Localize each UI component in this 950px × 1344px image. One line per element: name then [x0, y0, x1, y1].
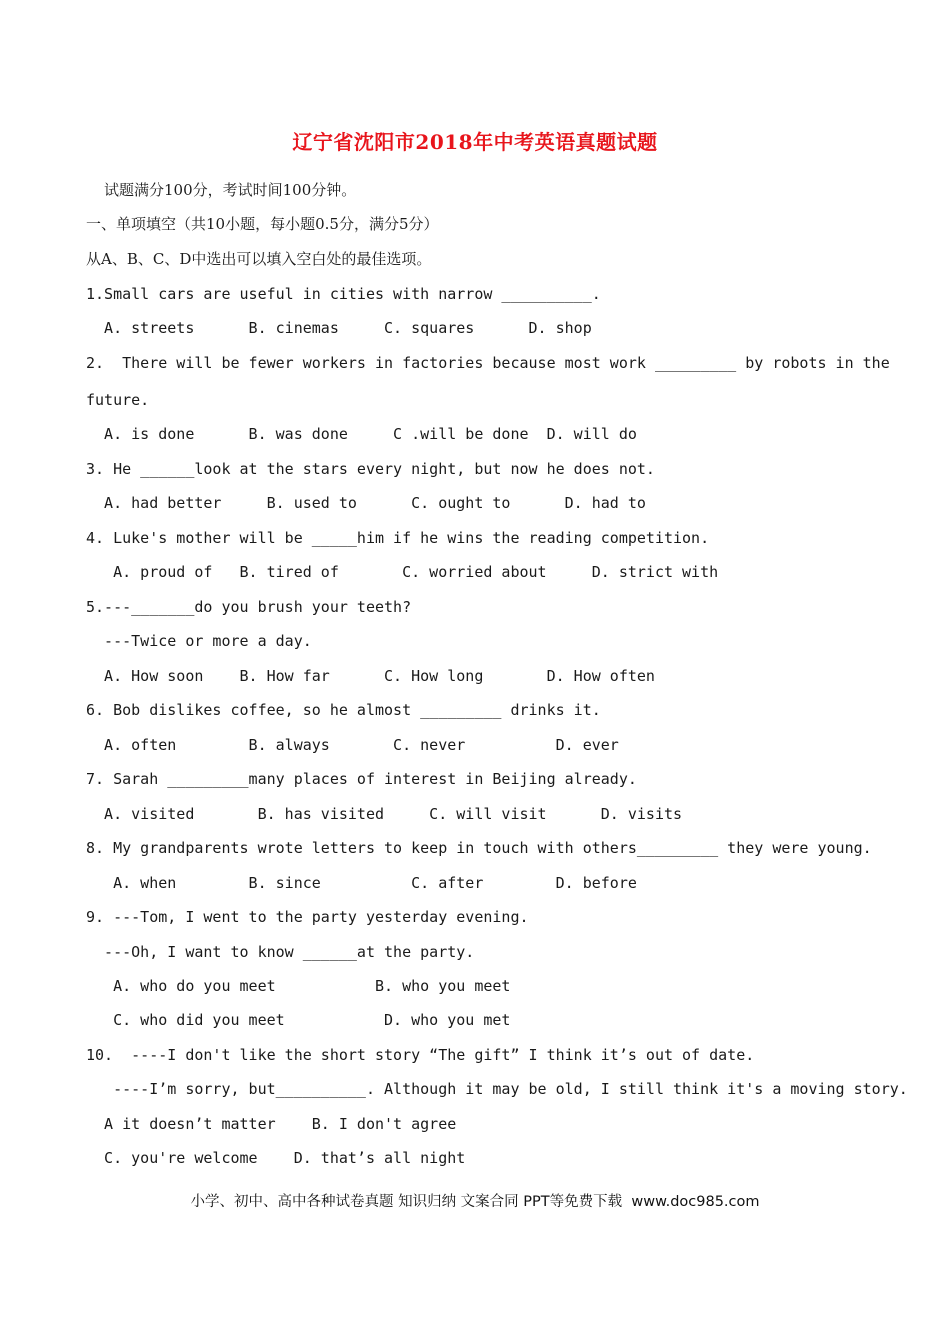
question-line: 3. He ______look at the stars every night, but now he does not.	[86, 460, 655, 478]
options-line: A. How soon B. How far C. How long D. How often	[86, 667, 655, 685]
question-line: 4. Luke's mother will be _____him if he wins the reading competition.	[86, 529, 710, 547]
question-line: 6. Bob dislikes coffee, so he almost _________ drinks it.	[86, 701, 601, 719]
question-line: 10. ----I don't like the short story “The gift” I think it’s out of date.	[86, 1046, 755, 1064]
options-line: C. who did you meet D. who you met	[86, 1011, 511, 1029]
question-line: future.	[86, 391, 150, 409]
options-line: A. when B. since C. after D. before	[86, 874, 637, 892]
options-line: A. proud of B. tired of C. worried about D. strict with	[86, 563, 719, 581]
footer-text: 小学、初中、高中各种试卷真题 知识归纳 文案合同 PPT等免费下载 www.doc985.com	[190, 1194, 760, 1210]
options-line: A. streets B. cinemas C. squares D. shop	[86, 319, 592, 337]
answer-line: ---Twice or more a day.	[86, 632, 312, 650]
answer-line: ---Oh, I want to know ______at the party.	[86, 943, 475, 961]
page-title: 辽宁省沈阳市2018年中考英语真题试题	[292, 130, 658, 154]
question-line: 9. ---Tom, I went to the party yesterday evening.	[86, 908, 529, 926]
intro-text: 试题满分100分，考试时间100分钟。	[104, 181, 357, 199]
options-line: A. often B. always C. never D. ever	[86, 736, 619, 754]
question-line: 5.---_______do you brush your teeth?	[86, 598, 412, 616]
question-line: 2. There will be fewer workers in factories because most work _________ by robots in the	[86, 354, 890, 372]
section-header: 一、单项填空（共10小题，每小题0.5分，满分5分）	[86, 215, 439, 233]
answer-line: ----I’m sorry, but__________. Although it may be old, I still think it's a moving story.	[86, 1080, 908, 1098]
options-line: A it doesn’t matter B. I don't agree	[86, 1115, 457, 1133]
options-line: A. had better B. used to C. ought to D. had to	[86, 494, 646, 512]
options-line: C. you're welcome D. that’s all night	[86, 1149, 466, 1167]
options-line: A. visited B. has visited C. will visit D. visits	[86, 805, 683, 823]
instruction-text: 从A、B、C、D中选出可以填入空白处的最佳选项。	[86, 250, 432, 268]
question-line: 8. My grandparents wrote letters to keep in touch with others_________ they were young.	[86, 839, 872, 857]
options-line: A. is done B. was done C .will be done D. will do	[86, 425, 637, 443]
options-line: A. who do you meet B. who you meet	[86, 977, 511, 995]
question-line: 7. Sarah _________many places of interest in Beijing already.	[86, 770, 637, 788]
question-line: 1.Small cars are useful in cities with narrow __________.	[86, 285, 601, 303]
